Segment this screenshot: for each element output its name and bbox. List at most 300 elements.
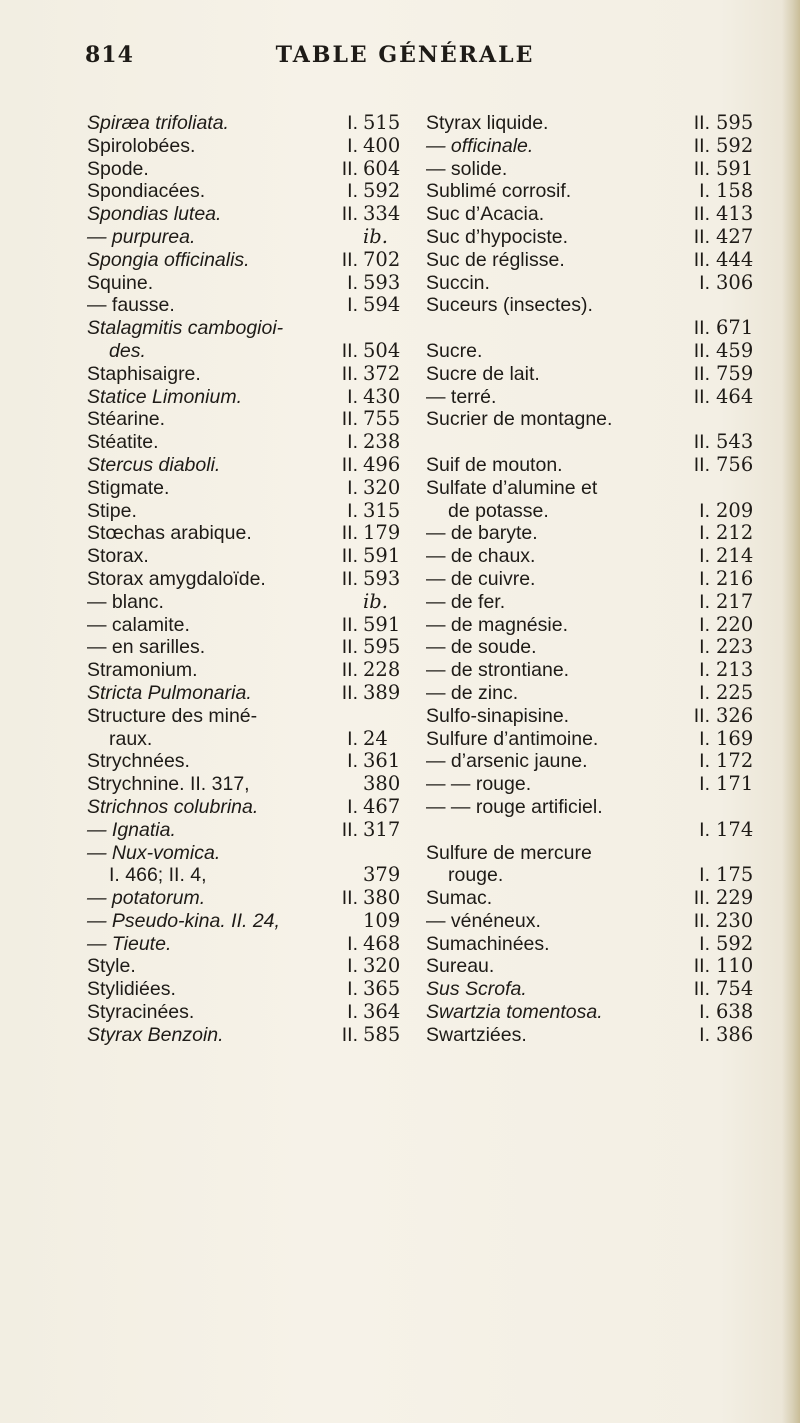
index-entry [426,203,760,226]
index-entry [87,408,412,431]
volume-number: I. [699,773,710,796]
page-reference: 671 [716,316,754,340]
index-entry [426,728,760,751]
index-term: Sulfure d’antimoine. [426,727,599,750]
index-term: — de chaux. [426,545,536,568]
volume-number: I. [347,180,358,203]
volume-number: I. [699,522,710,545]
index-term: Strychnées. [87,750,190,773]
index-entry [426,454,760,477]
page-reference: 225 [716,680,754,704]
index-term: Style. [87,955,136,978]
volume-number: II. [341,408,358,431]
index-entry [426,819,760,842]
index-term: raux. [109,727,153,750]
page-reference: 386 [716,1022,754,1046]
index-entry [87,158,412,181]
volume-number: II. [693,431,710,454]
index-term: rouge. [448,864,504,887]
index-entry [87,659,412,682]
index-entry [426,522,760,545]
page-header [85,42,725,82]
page-reference: 326 [716,703,754,727]
index-term: Sublimé corrosif. [426,180,572,203]
volume-number: I. [347,1001,358,1024]
volume-number: I. [699,590,710,613]
index-term: Stercus diaboli. [87,453,221,476]
volume-number: II. [341,1023,358,1046]
page-reference: 179 [363,521,401,545]
index-entry [426,887,760,910]
index-term: Stéatite. [87,431,159,454]
index-column-right [426,112,760,1047]
index-entry [87,431,412,454]
index-entry [426,750,760,773]
index-entry [87,226,412,249]
page-reference: 220 [716,612,754,636]
index-term: Storax. [87,545,149,568]
index-term: Sulfure de mercure [426,841,592,864]
volume-number: II. [693,955,710,978]
page-reference: 754 [716,977,754,1001]
index-term: Stigmate. [87,476,170,499]
index-entry [426,568,760,591]
index-term: de potasse. [448,499,549,522]
index-entry [87,773,412,796]
index-term: — solide. [426,157,508,180]
page-reference: 228 [363,658,401,682]
index-term: — Ignatia. [87,818,176,841]
index-term: Stalagmitis cambogioi- [87,317,284,340]
page-reference: 364 [363,1000,401,1024]
index-entry [426,1024,760,1047]
index-entry [426,340,760,363]
index-entry [426,500,760,523]
index-entry [426,842,760,865]
volume-number: I. [347,294,358,317]
running-head: TABLE GÉNÉRALE [275,42,535,68]
page-reference: 591 [363,612,401,636]
index-entry [426,294,760,317]
index-entry [87,910,412,933]
page-reference: 400 [363,133,401,157]
index-term: Suc de réglisse. [426,248,565,271]
page-reference: 174 [716,817,754,841]
index-term: — fausse. [87,294,175,317]
index-term: Squine. [87,271,154,294]
index-term: Storax amygdaloïde. [87,567,266,590]
index-term: Swartzia tomentosa. [426,1001,603,1024]
index-entry [87,568,412,591]
page-number: 814 [85,42,134,68]
page-reference: 755 [363,407,401,431]
index-entry [426,272,760,295]
page-reference: 593 [363,566,401,590]
volume-number: I. [347,978,358,1001]
index-term: — de cuivre. [426,567,536,590]
index-entry [87,887,412,910]
volume-number: II. [693,385,710,408]
index-term: — Pseudo-kina. II. 24, [87,909,280,932]
index-entry [87,477,412,500]
volume-number: II. [341,636,358,659]
page-reference: 24 [363,726,388,750]
index-entry [87,294,412,317]
index-term: Sumac. [426,887,493,910]
index-term: — calamite. [87,613,190,636]
index-term: Sucre. [426,339,483,362]
index-term: Structure des miné- [87,704,258,727]
index-entry [426,112,760,135]
index-term: Sureau. [426,955,495,978]
index-entry [87,112,412,135]
page-reference: 216 [716,566,754,590]
page-reference: 468 [363,931,401,955]
index-column-left [87,112,412,1047]
index-term: — de zinc. [426,681,519,704]
page-reference: 213 [716,658,754,682]
volume-number: II. [693,225,710,248]
volume-number: I. [347,750,358,773]
volume-number: II. [341,157,358,180]
index-entry [87,203,412,226]
page-reference: 430 [363,384,401,408]
page-reference: 229 [716,886,754,910]
index-term: Sulfo-sinapisine. [426,704,570,727]
page-reference: 214 [716,544,754,568]
volume-number: II. [693,157,710,180]
index-entry [87,978,412,1001]
index-term: Stipe. [87,499,137,522]
page-reference: 372 [363,361,401,385]
index-entry [87,249,412,272]
volume-number: I. [347,385,358,408]
index-term: Spode. [87,157,149,180]
volume-number: II. [693,339,710,362]
volume-number: I. [699,180,710,203]
volume-number: I. [699,1001,710,1024]
page-reference: 306 [716,270,754,294]
index-term: Suif de mouton. [426,453,563,476]
page-reference: 467 [363,794,401,818]
index-entry [87,454,412,477]
index-entry [426,659,760,682]
volume-number: I. [699,750,710,773]
index-entry [87,842,412,865]
index-entry [87,545,412,568]
index-entry [426,614,760,637]
page-reference: 172 [716,749,754,773]
index-entry [87,363,412,386]
index-entry [426,864,760,887]
index-entry [87,386,412,409]
index-term: Spongia officinalis. [87,248,250,271]
index-term: Succin. [426,271,490,294]
page-reference: 504 [363,338,401,362]
index-term: Stœchas arabique. [87,522,252,545]
page-edge-shadow [782,0,800,1423]
volume-number: I. [699,1023,710,1046]
page-reference: 515 [363,111,401,134]
index-entry [87,796,412,819]
index-entry [426,180,760,203]
page-reference: 592 [363,179,401,203]
page-reference: 702 [363,247,401,271]
index-term: Styracinées. [87,1001,195,1024]
page-reference: 444 [716,247,754,271]
volume-number: I. [347,476,358,499]
volume-number: II. [693,362,710,385]
page-reference: ib. [363,224,388,248]
index-entry [87,340,412,363]
index-entry [87,864,412,887]
volume-number: II. [693,248,710,271]
volume-number: I. [347,727,358,750]
page-reference: 496 [363,452,401,476]
index-entry [426,317,760,340]
index-entry [426,545,760,568]
page-reference: 464 [716,384,754,408]
index-entry [426,636,760,659]
index-entry [426,431,760,454]
index-term: — Tieute. [87,932,172,955]
index-entry [426,477,760,500]
volume-number: I. [347,134,358,157]
index-term: Spondiacées. [87,180,206,203]
volume-number: II. [341,681,358,704]
page-reference: 334 [363,202,401,226]
index-entry [426,158,760,181]
page-reference: 230 [716,908,754,932]
page-reference: 379 [363,863,401,887]
volume-number: II. [341,818,358,841]
page-reference: 592 [716,931,754,955]
volume-number: I. [347,271,358,294]
volume-number: II. [341,613,358,636]
page-reference: 380 [363,886,401,910]
index-entry [87,955,412,978]
index-entry [426,682,760,705]
volume-number: I. [699,545,710,568]
index-entry [87,591,412,614]
index-term: Stylidiées. [87,978,176,1001]
index-entry [426,386,760,409]
page-reference: 317 [363,817,401,841]
index-entry [87,1001,412,1024]
page-reference: 223 [716,635,754,659]
volume-number: I. [347,955,358,978]
volume-number: II. [693,203,710,226]
volume-number: II. [693,134,710,157]
index-entry [426,955,760,978]
index-term: Stricta Pulmonaria. [87,681,252,704]
page-reference: 315 [363,498,401,522]
page-reference: 212 [716,521,754,545]
page-reference: 361 [363,749,401,773]
volume-number: II. [341,339,358,362]
index-term: — — rouge. [426,773,532,796]
index-term: I. 466; II. 4, [109,864,207,887]
volume-number: II. [693,112,710,134]
index-term: — de baryte. [426,522,538,545]
index-term: Styrax Benzoin. [87,1023,224,1046]
volume-number: II. [341,545,358,568]
index-entry [426,226,760,249]
page-reference: 110 [716,954,754,978]
page-reference: 238 [363,430,401,454]
volume-number: I. [699,864,710,887]
index-term: Sulfate d’alumine et [426,476,598,499]
page-reference: 756 [716,452,754,476]
index-entry [426,249,760,272]
index-term: Sumachinées. [426,932,550,955]
index-term: — blanc. [87,590,164,613]
volume-number: II. [693,978,710,1001]
volume-number: I. [347,932,358,955]
page-reference: 592 [716,133,754,157]
page-reference: 169 [716,726,754,750]
volume-number: II. [693,704,710,727]
volume-number: I. [699,636,710,659]
page-reference: 380 [363,772,401,796]
index-entry [87,135,412,158]
page-reference: 109 [363,908,401,932]
index-term: Strychnine. II. 317, [87,773,250,796]
volume-number: II. [341,248,358,271]
page-reference: 591 [716,156,754,180]
volume-number: II. [341,362,358,385]
index-term: — de strontiane. [426,659,570,682]
index-entry [426,705,760,728]
index-term: Spiræa trifoliata. [87,112,229,134]
volume-number: I. [699,932,710,955]
index-term: Sus Scrofa. [426,978,527,1001]
volume-number: I. [699,499,710,522]
index-entry [87,1024,412,1047]
index-term: — de fer. [426,590,506,613]
volume-number: I. [699,727,710,750]
index-entry [426,796,760,819]
index-term: Swartziées. [426,1023,527,1046]
index-entry [426,135,760,158]
page-reference: 427 [716,224,754,248]
index-term: Suc d’Acacia. [426,203,545,226]
index-term: — officinale. [426,134,534,157]
index-term: des. [109,339,146,362]
index-entry [87,500,412,523]
index-term: — — rouge artificiel. [426,795,603,818]
index-entry [426,591,760,614]
index-term: Sucrier de montagne. [426,408,613,431]
index-term: — purpurea. [87,225,196,248]
volume-number: II. [693,909,710,932]
page-reference: 320 [363,475,401,499]
page-reference: 320 [363,954,401,978]
index-entry [87,180,412,203]
index-term: Spondias lutea. [87,203,222,226]
index-term: — de soude. [426,636,537,659]
index-term: Stéarine. [87,408,166,431]
index-term: Suc d’hypociste. [426,225,568,248]
index-term: Stramonium. [87,659,198,682]
volume-number: II. [341,887,358,910]
page-reference: 591 [363,544,401,568]
volume-number: I. [699,613,710,636]
page-reference: 413 [716,202,754,226]
index-entry [87,522,412,545]
index-entry [426,910,760,933]
index-entry [87,272,412,295]
volume-number: I. [699,271,710,294]
index-entry [426,1001,760,1024]
volume-number: II. [693,317,710,340]
page-reference: 595 [363,635,401,659]
volume-number: II. [341,659,358,682]
volume-number: I. [699,659,710,682]
index-term: Strichnos colubrina. [87,795,259,818]
page-reference: 593 [363,270,401,294]
volume-number: I. [347,795,358,818]
page-reference: 389 [363,680,401,704]
index-term: — Nux-vomica. [87,841,221,864]
index-term: Suceurs (insectes). [426,294,593,317]
volume-number: II. [341,522,358,545]
index-term: Statice Limonium. [87,385,242,408]
page-reference: 595 [716,111,754,134]
index-term: — d’arsenic jaune. [426,750,588,773]
page-reference: 638 [716,1000,754,1024]
volume-number: II. [341,203,358,226]
volume-number: II. [693,453,710,476]
index-entry [426,978,760,1001]
page-reference: 585 [363,1022,401,1046]
index-term: Staphisaigre. [87,362,201,385]
page-reference: 171 [716,772,754,796]
index-term: Spirolobées. [87,134,196,157]
index-entry [87,682,412,705]
page-reference: 759 [716,361,754,385]
page-reference: 158 [716,179,754,203]
volume-number: II. [341,567,358,590]
volume-number: I. [699,567,710,590]
volume-number: I. [347,112,358,134]
index-entry [87,614,412,637]
index-entry [426,363,760,386]
volume-number: II. [341,453,358,476]
page-reference: 594 [363,293,401,317]
page-reference: ib. [363,589,388,613]
index-entry [426,773,760,796]
index-term: — vénéneux. [426,909,541,932]
volume-number: I. [699,818,710,841]
index-term: Styrax liquide. [426,112,549,134]
volume-number: II. [693,887,710,910]
index-term: — terré. [426,385,497,408]
index-entry [87,705,412,728]
page-reference: 459 [716,338,754,362]
index-entry [87,750,412,773]
index-entry [87,728,412,751]
volume-number: I. [347,431,358,454]
index-entry [87,636,412,659]
volume-number: I. [699,681,710,704]
volume-number: I. [347,499,358,522]
index-entry [87,317,412,340]
index-term: — potatorum. [87,887,206,910]
page-reference: 209 [716,498,754,522]
page-reference: 365 [363,977,401,1001]
index-term: — en sarilles. [87,636,206,659]
